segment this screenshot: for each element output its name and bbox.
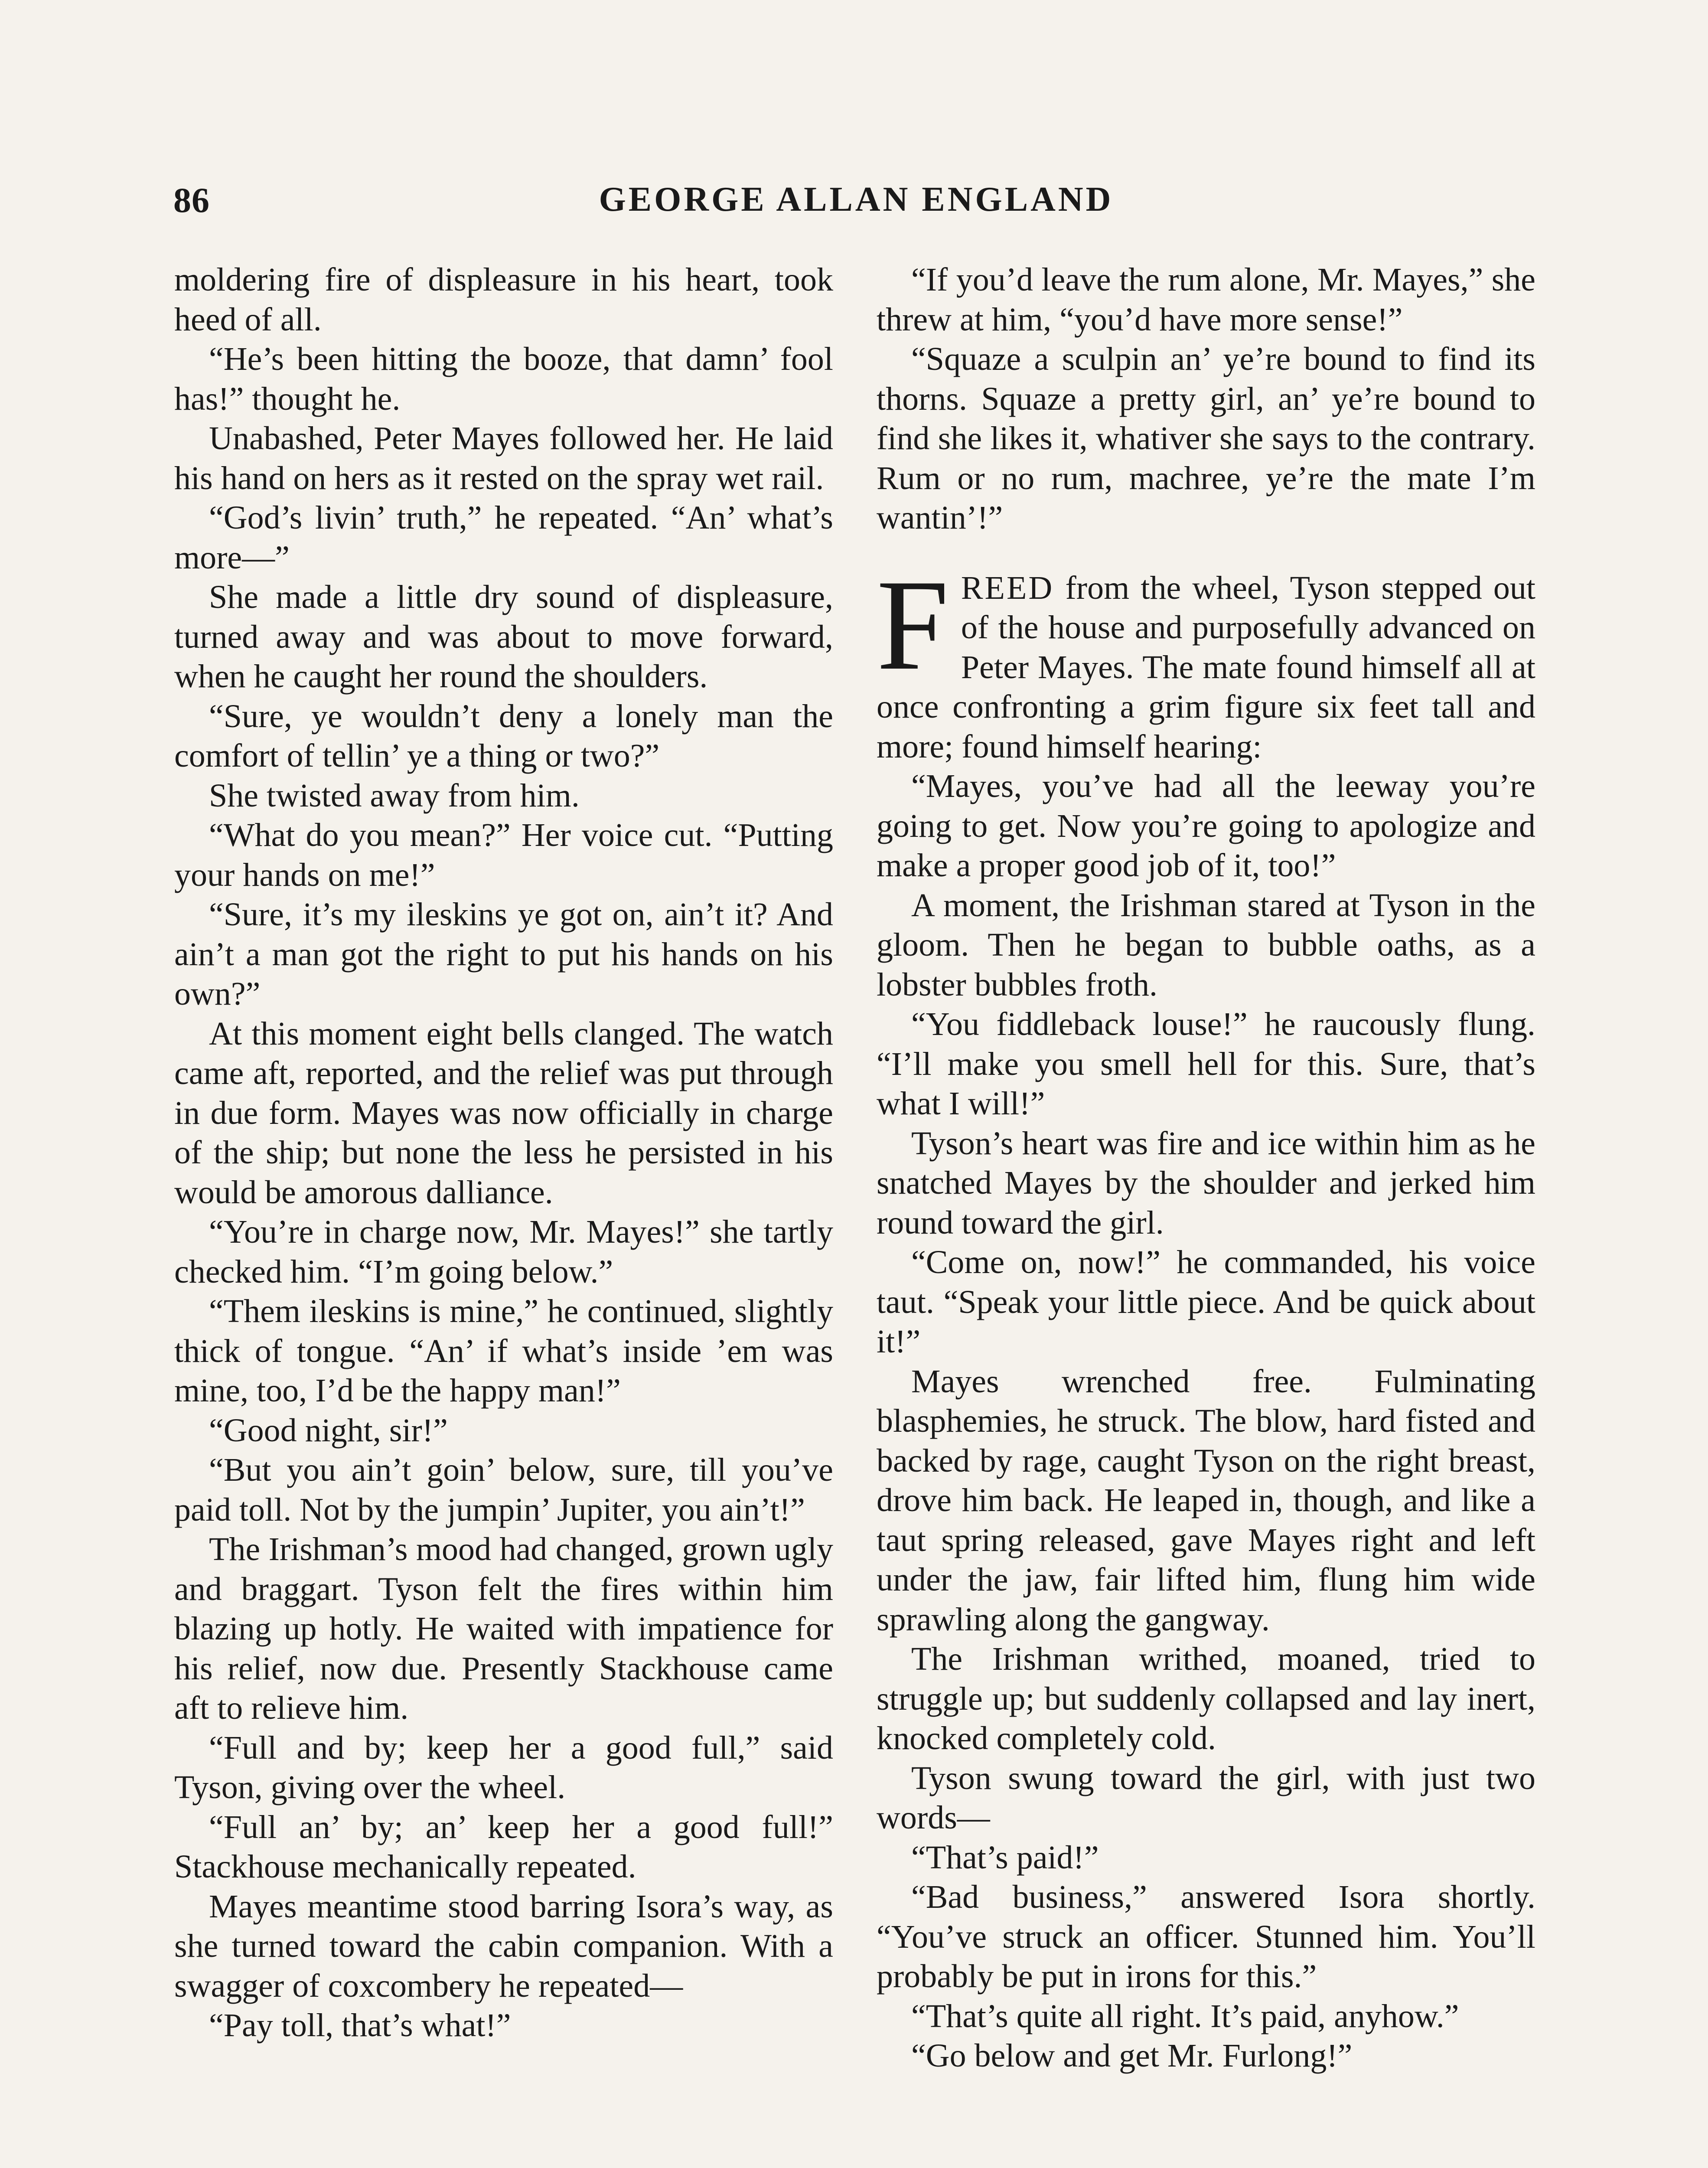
paragraph: Tyson’s heart was fire and ice within him as he snatched Mayes by the shoulder and jerked him round toward the girl. (877, 1125, 1535, 1241)
paragraph: “What do you mean?” Her voice cut. “Putting your hands on me!” (174, 817, 833, 893)
paragraph: “God’s livin’ truth,” he repeated. “An’ what’s more—” (174, 500, 833, 576)
paragraph: “You fiddleback louse!” he raucously flung. “I’ll make you smell hell for this. Sure, that’s what I will!” (877, 1006, 1535, 1122)
paragraph: “Them ileskins is mine,” he continued, slightly thick of tongue. “An’ if what’s inside ’em was mine, too, I’d be the happy man!” (174, 1293, 833, 1409)
paragraph: She twisted away from him. (209, 777, 580, 814)
paragraph: Tyson swung toward the girl, with just two words— (877, 1760, 1535, 1836)
running-head: GEORGE ALLAN ENGLAND (599, 180, 1114, 219)
small-caps-lead: REED (961, 569, 1054, 606)
paragraph: “Squaze a sculpin an’ ye’re bound to find its thorns. Squaze a pretty girl, an’ ye’re bound to find she likes it, whativer she says to the contrary. Rum or no rum, machree, ye’re the mate I’m wantin’!” (877, 341, 1535, 536)
paragraph: At this moment eight bells clanged. The watch came aft, reported, and the relief was put through in due form. Mayes was now officially in charge of the ship; but none the less he persisted in his would be amorous dalliance. (174, 1015, 833, 1211)
paragraph: “Come on, now!” he commanded, his voice taut. “Speak your little piece. And be quick about it!” (877, 1244, 1535, 1360)
page-header (173, 180, 1539, 223)
paragraph: “Mayes, you’ve had all the leeway you’re going to get. Now you’re going to apologize and make a proper good job of it, too!” (877, 768, 1535, 884)
paragraph: “Go below and get Mr. Furlong!” (911, 2037, 1353, 2074)
paragraph: “That’s quite all right. It’s paid, anyhow.” (911, 1998, 1459, 2034)
page-number: 86 (173, 180, 210, 220)
right-column (877, 260, 1535, 2076)
paragraph: “Pay toll, that’s what!” (209, 2007, 511, 2044)
section-opening-paragraph (877, 552, 1535, 767)
paragraph: moldering fire of displeasure in his heart, took heed of all. (174, 261, 833, 338)
paragraph: The Irishman writhed, moaned, tried to struggle up; but suddenly collapsed and lay inert, knocked completely cold. (877, 1641, 1535, 1757)
paragraph: “He’s been hitting the booze, that damn’ fool has!” thought he. (174, 341, 833, 417)
paragraph: “Full and by; keep her a good full,” said Tyson, giving over the wheel. (174, 1729, 833, 1806)
paragraph: “That’s paid!” (911, 1839, 1099, 1876)
paragraph: “Full an’ by; an’ keep her a good full!” Stackhouse mechanically repeated. (174, 1809, 833, 1885)
paragraph: Mayes meantime stood barring Isora’s way, as she turned toward the cabin companion. With a swagger of coxcombery he repeated— (174, 1888, 833, 2004)
paragraph: A moment, the Irishman stared at Tyson in the gloom. Then he began to bubble oaths, as a lobster bubbles froth. (877, 887, 1535, 1003)
paragraph: “Sure, it’s my ileskins ye got on, ain’t it? And ain’t a man got the right to put his hands on his own?” (174, 896, 833, 1012)
paragraph: “Bad business,” answered Isora shortly. “You’ve struck an officer. Stunned him. You’ll probably be put in irons for this.” (877, 1879, 1535, 1995)
paragraph: Mayes wrenched free. Fulminating blasphemies, he struck. The blow, hard fisted and backed by rage, caught Tyson on the right breast, drove him back. He leaped in, though, and like a taut spring released, gave Mayes right and left under the jaw, fair lifted him, flung him wide sprawling along the gangway. (877, 1363, 1535, 1638)
drop-cap: F (877, 552, 949, 697)
left-column (174, 260, 833, 2046)
paragraph-text: from the wheel, Tyson stepped out of the house and purposefully advanced on Peter Mayes. The mate found himself all at once confronting a grim figure six feet tall and more; found himself hearing: (877, 569, 1535, 765)
paragraph: She made a little dry sound of displeasure, turned away and was about to move forward, when he caught her round the shoulders. (174, 579, 833, 695)
paragraph: “But you ain’t goin’ below, sure, till you’ve paid toll. Not by the jumpin’ Jupiter, you ain’t!” (174, 1452, 833, 1528)
paragraph: Unabashed, Peter Mayes followed her. He laid his hand on hers as it rested on the spray wet rail. (174, 420, 833, 496)
paragraph: The Irishman’s mood had changed, grown ugly and braggart. Tyson felt the fires within him blazing up hotly. He waited with impatience for his relief, now due. Presently Stackhouse came aft to relieve him. (174, 1531, 833, 1726)
paragraph: “Sure, ye wouldn’t deny a lonely man the comfort of tellin’ ye a thing or two?” (174, 698, 833, 774)
paragraph: “You’re in charge now, Mr. Mayes!” she tartly checked him. “I’m going below.” (174, 1214, 833, 1290)
paragraph: “Good night, sir!” (209, 1412, 448, 1449)
paragraph: “If you’d leave the rum alone, Mr. Mayes,” she threw at him, “you’d have more sense!” (877, 261, 1535, 338)
